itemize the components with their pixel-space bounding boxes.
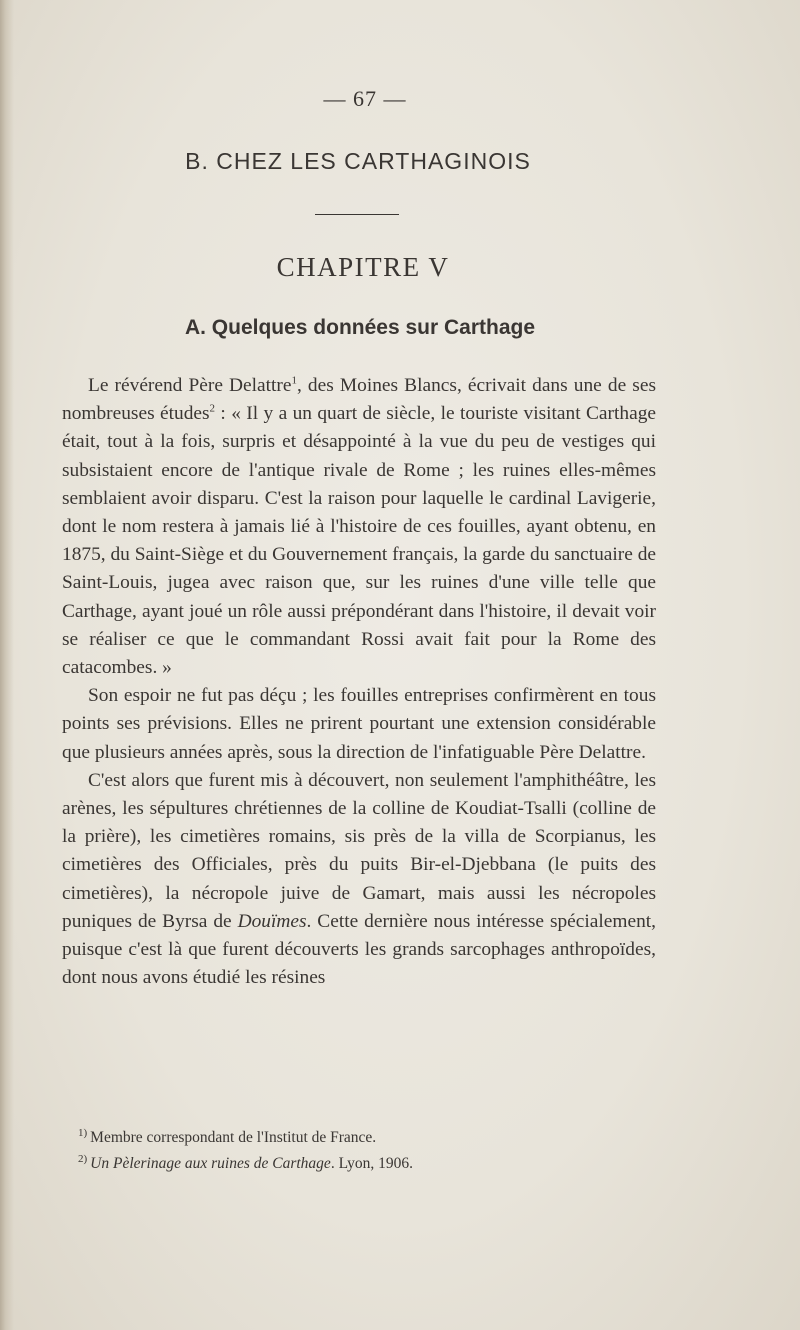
section-title: B. CHEZ LES CARTHAGINOIS	[185, 148, 531, 174]
footnote-text: Membre correspondant de l'Institut de France.	[90, 1129, 377, 1146]
footnote-book-title: Un Pèlerinage aux ruines de Carthage	[90, 1155, 331, 1172]
paragraph-text: Le révérend Père Delattre	[88, 375, 292, 396]
chapter-title: CHAPITRE V	[276, 252, 450, 282]
footnote	[78, 1125, 638, 1151]
footnote-mark: 2)	[78, 1152, 88, 1165]
paragraph: Son espoir ne fut pas déçu ; les fouilles entreprises confirmèrent en tous points ses prévisions. Elles ne prirent pourtant une extension considérable que plusieurs années après, sous la direction de l'infatiguable Père Delattre.	[62, 685, 656, 763]
chapter-subtitle: A. Quelques données sur Carthage	[184, 316, 536, 339]
italic-place-name: Douïmes	[237, 910, 307, 932]
paragraph	[62, 372, 656, 682]
footnote-mark: 1)	[78, 1126, 88, 1139]
paragraph-text: . Cette dernière nous intéresse spécialement, puisque c'est là que furent découverts les grands sarcophages anthropoïdes, dont nous avons étudié les résines	[62, 910, 656, 989]
paragraph-text: , des Moines Blancs, écrivait dans une de ses nombreuses études	[62, 375, 656, 425]
paragraph-text: C'est alors que furent mis à découvert, non seulement l'amphithéâtre, les arènes, les sépultures chrétiennes de la colline de Koudiat-Tsalli (colline de la prière), les cimetières romains, sis près de la villa de Scorpianus, les cimetières des Officiales, près du puits Bir-el-Djebbana (le puits des cimetières), la nécropole juive de Gamart, mais aussi les nécropoles puniques de Byrsa de	[62, 769, 656, 932]
footnote-text: . Lyon, 1906.	[330, 1155, 414, 1172]
paragraph	[62, 767, 656, 993]
footnote-ref: 2	[209, 402, 216, 415]
book-spine-shadow	[0, 0, 14, 1330]
paragraph-text: : « Il y a un quart de siècle, le touriste visitant Carthage était, tout à la fois, surpris et désappointé à la vue du peu de vestiges qui subsistaient encore de l'antique rivale de Rome ; les ruines elles-mêmes semblaient avoir disparu. C'est la raison pour laquelle le cardinal Lavigerie, dont le nom restera à jamais lié à l'histoire de ces fouilles, ayant obtenu, en 1875, du Saint-Siège et du Gouvernement français, la garde du sanctuaire de Saint-Louis, jugea avec raison que, sur les ruines d'une ville telle que Carthage, ayant joué un rôle aussi prépondérant dans l'histoire, il devait voir se réaliser ce que le commandant Rossi avait fait pour la Rome des catacombes. »	[62, 403, 656, 679]
footnotes	[78, 1125, 638, 1177]
footnote-ref: 1	[291, 374, 297, 387]
body-text	[62, 372, 656, 992]
title-rule	[315, 214, 399, 215]
page-number: — 67 —	[323, 86, 407, 111]
footnote	[78, 1151, 638, 1177]
